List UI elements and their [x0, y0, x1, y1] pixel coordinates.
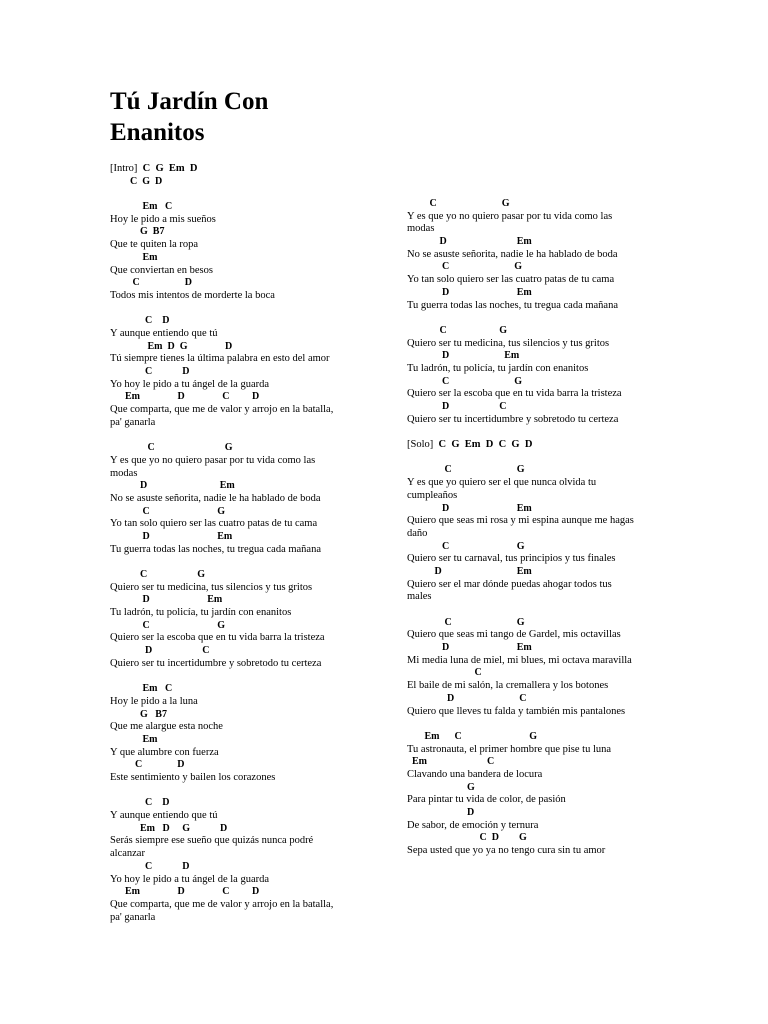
- lyric-line: cumpleaños: [407, 489, 458, 501]
- lyric-line: Tú siempre tienes la última palabra en esto del amor: [110, 353, 330, 365]
- stanza-gap: [110, 785, 370, 798]
- chord-line: D C: [407, 692, 527, 704]
- right-column: [407, 198, 667, 858]
- stanza-gap: [407, 426, 667, 439]
- chord-line: D Em: [407, 350, 520, 362]
- lyric-line: Y aunque entiendo que tú: [110, 327, 218, 339]
- lyric-line: Sepa usted que yo ya no tengo cura sin tu amor: [407, 845, 606, 857]
- chord-line: D Em: [407, 236, 532, 248]
- lyric-line: Quiero que seas mi rosa y mi espina aunque me hagas: [407, 515, 634, 527]
- lyric-line: Quiero que seas mi tango de Gardel, mis octavillas: [407, 629, 621, 641]
- chord-line: G B7: [110, 708, 167, 720]
- chord-line: D: [407, 807, 475, 818]
- chord-line: C G: [407, 375, 522, 387]
- chord-line: D Em: [407, 502, 532, 514]
- chord-line: C D: [110, 797, 170, 809]
- chord-line: D Em: [407, 286, 532, 298]
- stanza-gap: [407, 452, 667, 465]
- lyric-line: Y es que yo quiero ser el que nunca olvida tu: [407, 477, 597, 489]
- chord-line: C G: [407, 324, 507, 336]
- chord-line: Em: [110, 733, 158, 745]
- lyric-line: Serás siempre ese sueño que quizás nunca podré: [110, 835, 314, 847]
- lyric-line: Quiero ser la escoba que en tu vida barra la tristeza: [110, 632, 325, 644]
- lyric-line: Yo hoy le pido a tu ángel de la guarda: [110, 873, 270, 885]
- chord-line: C G D: [110, 175, 163, 187]
- lyric-line: Tu ladrón, tu policía, tu jardín con enanitos: [110, 607, 292, 619]
- stanza-gap: [407, 604, 667, 617]
- chord-line: G B7: [110, 226, 165, 238]
- chord-line: C: [407, 667, 482, 679]
- lyric-line: Quiero que lleves tu falda y también mis pantalones: [407, 705, 626, 717]
- chord-line: D Em: [110, 530, 233, 542]
- chord-line: C G: [407, 261, 522, 273]
- lyric-line: Hoy le pido a mis sueños: [110, 213, 216, 225]
- chord-line: C G: [407, 464, 525, 476]
- chord-line: Em: [110, 251, 158, 263]
- lyric-line: Y es que yo no quiero pasar por tu vida como las: [110, 454, 316, 466]
- lyric-line: Quiero ser tu incertidumbre y sobretodo tu certeza: [407, 413, 619, 425]
- chord-line: Em C: [110, 201, 173, 213]
- section-chords: C G Em D C G D: [435, 439, 533, 451]
- chord-line: D Em: [110, 480, 235, 492]
- lyric-line: No se asuste señorita, nadie le ha hablado de boda: [110, 492, 321, 504]
- chord-line: G: [407, 781, 475, 793]
- lyric-line: Que me alargue esta noche: [110, 721, 223, 733]
- chord-line: D Em: [407, 565, 532, 577]
- chord-line: C G: [110, 619, 225, 631]
- chord-line: Em D C D: [110, 886, 260, 898]
- lyric-line: Que te quiten la ropa: [110, 239, 199, 251]
- lyric-line: Quiero ser el mar dónde puedas ahogar todos tus: [407, 578, 612, 590]
- lyric-line: Mi media luna de miel, mi blues, mi octava maravilla: [407, 654, 632, 666]
- stanza-gap: [407, 718, 667, 731]
- lyric-line: Y que alumbre con fuerza: [110, 746, 219, 758]
- song-title: Tú Jardín Con Enanitos: [110, 88, 269, 146]
- chord-line: D Em: [110, 594, 223, 606]
- lyric-line: Quiero ser la escoba que en tu vida barra la tristeza: [407, 388, 622, 400]
- lyric-line: Quiero ser tu medicina, tus silencios y tus gritos: [407, 337, 610, 349]
- stanza-gap: [110, 188, 370, 201]
- chord-line: Em C G: [407, 730, 537, 742]
- chord-line: C G: [407, 540, 525, 552]
- lyric-line: Que comparta, que me de valor y arrojo en la batalla,: [110, 404, 334, 416]
- lyric-line: Tu guerra todas las noches, tu tregua cada mañana: [407, 299, 618, 311]
- lyric-line: Yo tan solo quiero ser las cuatro patas de tu cama: [110, 518, 318, 530]
- lyric-line: De sabor, de emoción y ternura: [407, 819, 539, 831]
- lyric-line: Para pintar tu vida de color, de pasión: [407, 794, 566, 806]
- chord-line: C D: [110, 277, 192, 289]
- lyric-line: Quiero ser tu medicina, tus silencios y tus gritos: [110, 581, 313, 593]
- lyric-line: Todos mis intentos de morderte la boca: [110, 289, 275, 301]
- lyric-line: Tu ladrón, tu policía, tu jardín con enanitos: [407, 362, 589, 374]
- chord-line: Em D G D: [110, 340, 233, 352]
- chord-line: C G: [110, 442, 233, 454]
- lyric-line: daño: [407, 527, 428, 539]
- stanza-gap: [110, 303, 370, 316]
- chord-line: C G: [110, 569, 205, 580]
- section-chords: C G Em D: [140, 163, 198, 174]
- left-column: [110, 163, 370, 924]
- chord-line: C D: [110, 759, 185, 771]
- chord-line: C D: [110, 860, 190, 872]
- lyric-line: Yo hoy le pido a tu ángel de la guarda: [110, 378, 270, 390]
- chord-line: C G: [110, 505, 225, 517]
- lyric-line: males: [407, 591, 432, 603]
- lyric-line: Tu guerra todas las noches, tu tregua cada mañana: [110, 543, 321, 555]
- lyric-line: Clavando una bandera de locura: [407, 768, 543, 780]
- lyric-line: [Solo] C G Em D C G D: [407, 439, 533, 451]
- chord-line: Em C: [407, 756, 495, 768]
- chord-line: Em D C D: [110, 391, 260, 403]
- lyric-line: Yo tan solo quiero ser las cuatro patas de tu cama: [407, 274, 615, 286]
- lyric-line: Hoy le pido a la luna: [110, 695, 198, 707]
- lyric-line: No se asuste señorita, nadie le ha hablado de boda: [407, 248, 618, 260]
- lyric-line: Tu astronauta, el primer hombre que pise tu luna: [407, 743, 612, 755]
- lyric-line: pa' ganarla: [110, 911, 156, 923]
- chord-line: Em C: [110, 683, 173, 695]
- chord-line: D C: [110, 645, 210, 657]
- chord-line: C D G: [407, 832, 527, 844]
- lyric-line: modas: [110, 467, 138, 479]
- chord-line: C G: [407, 198, 510, 209]
- lyric-line: El baile de mi salón, la cremallera y los botones: [407, 680, 609, 692]
- stanza-gap: [407, 312, 667, 325]
- chord-line: C D: [110, 315, 170, 327]
- stanza-gap: [110, 671, 370, 684]
- chord-line: C G: [407, 616, 525, 628]
- chord-line: C D: [110, 366, 190, 377]
- lyric-line: Este sentimiento y bailen los corazones: [110, 772, 276, 783]
- stanza-gap: [110, 556, 370, 569]
- lyric-line: Y aunque entiendo que tú: [110, 810, 218, 822]
- lyric-line: pa' ganarla: [110, 416, 156, 428]
- lyric-line: [Intro] C G Em D: [110, 163, 198, 174]
- lyric-line: modas: [407, 223, 435, 235]
- lyric-line: alcanzar: [110, 848, 145, 860]
- lyric-line: Quiero ser tu incertidumbre y sobretodo tu certeza: [110, 657, 322, 669]
- lyric-line: Que comparta, que me de valor y arrojo en la batalla,: [110, 898, 334, 910]
- stanza-gap: [110, 429, 370, 442]
- chord-line: Em D G D: [110, 822, 228, 834]
- chord-line: D C: [407, 401, 507, 412]
- lyric-line: Y es que yo no quiero pasar por tu vida como las: [407, 210, 613, 222]
- lyric-line: Quiero ser tu carnaval, tus principios y tus finales: [407, 553, 616, 565]
- chord-line: D Em: [407, 642, 532, 654]
- lyric-line: Que conviertan en besos: [110, 264, 213, 276]
